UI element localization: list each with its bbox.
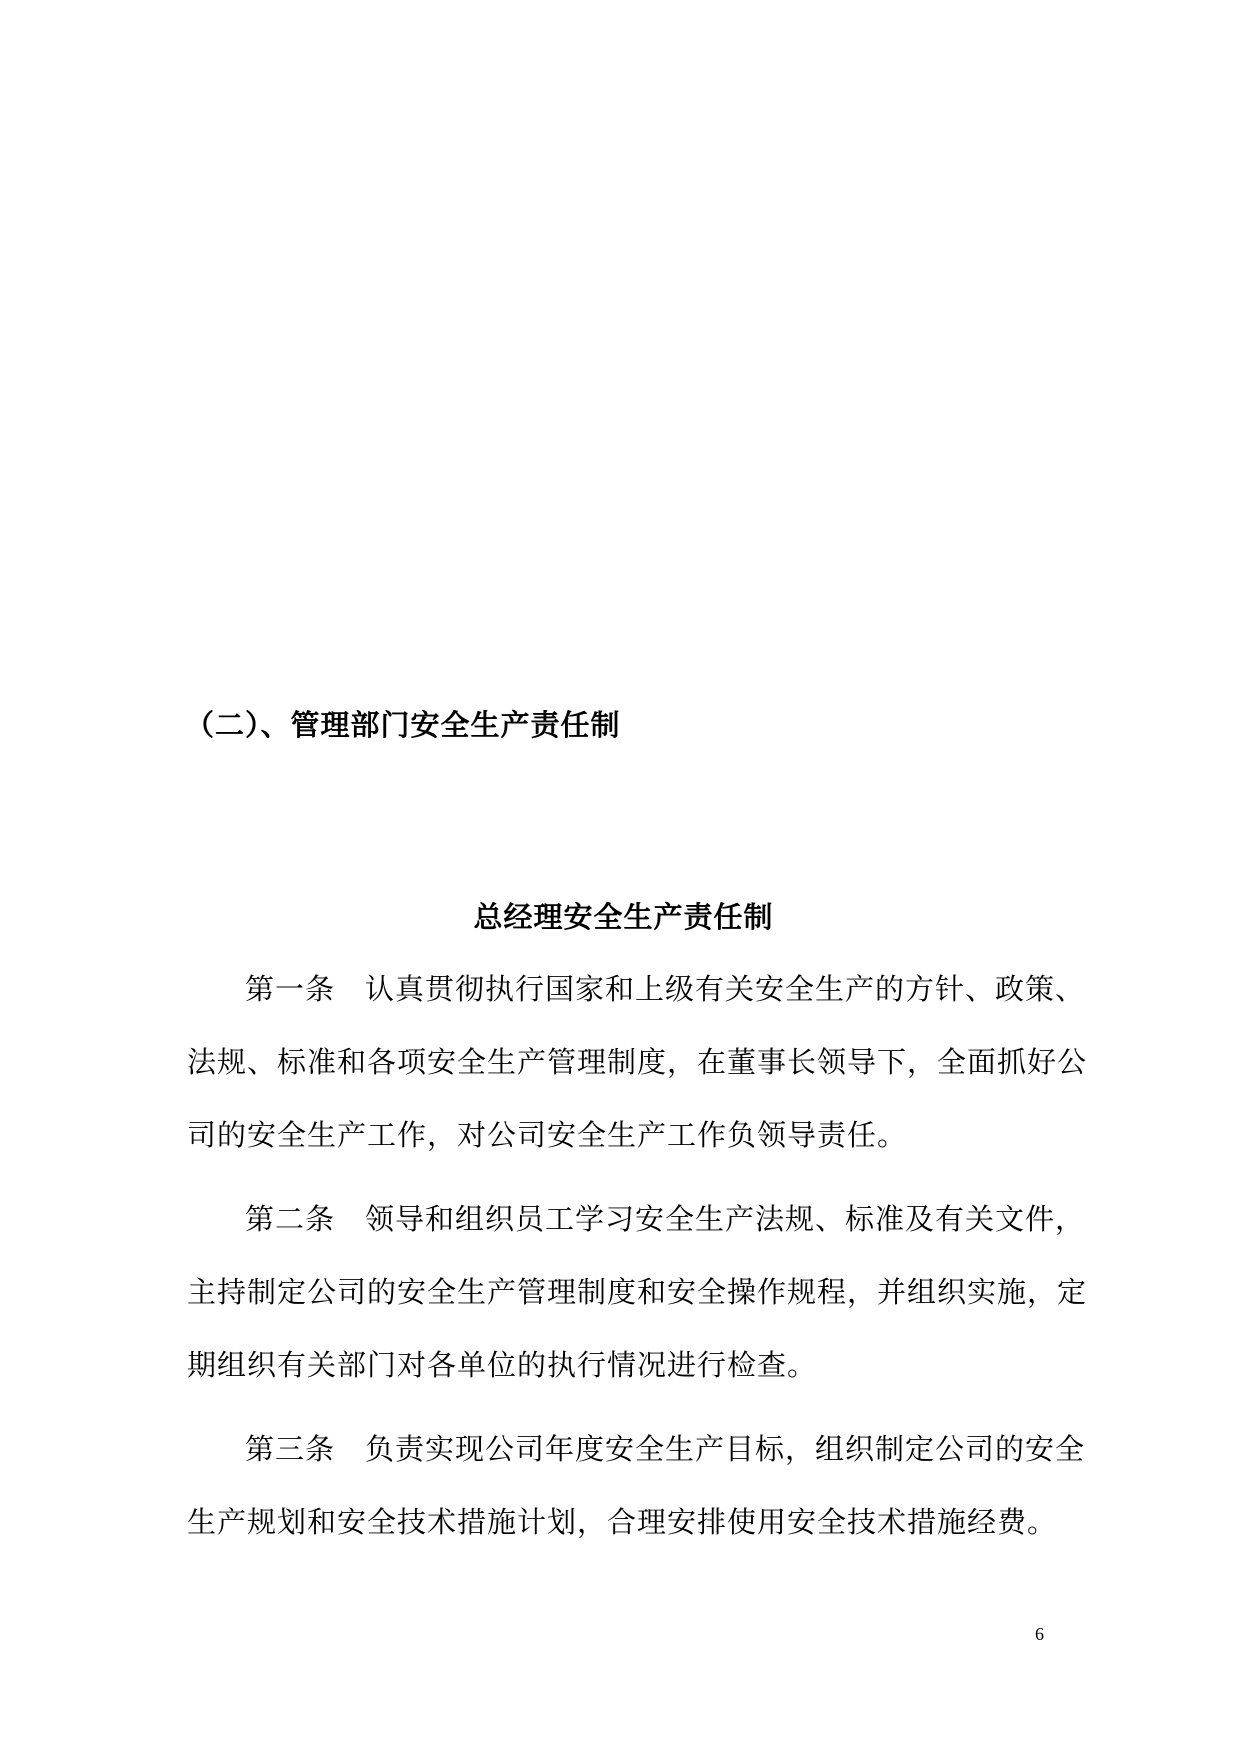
article-line: 法规、标准和各项安全生产管理制度，在董事长领导下，全面抓好公 (187, 1045, 1088, 1079)
article-line: 司的安全生产工作，对公司安全生产工作负领导责任。 (187, 1118, 908, 1152)
article-line (187, 1413, 1086, 1486)
article-text: 认真贯彻执行国家和上级有关安全生产的方针、政策、 (365, 972, 1086, 1006)
article-line (187, 953, 1086, 1026)
article-2 (187, 1183, 1088, 1402)
article-line: 主持制定公司的安全生产管理制度和安全操作规程，并组织实施，定 (187, 1275, 1088, 1309)
article-3 (187, 1413, 1086, 1559)
article-text: 领导和组织员工学习安全生产法规、标准及有关文件， (365, 1202, 1086, 1236)
document-title: 总经理安全生产责任制 (473, 900, 774, 934)
article-line (187, 1183, 1086, 1256)
article-line: 生产规划和安全技术措施计划，合理安排使用安全技术措施经费。 (187, 1505, 1058, 1539)
article-label: 第三条 (245, 1432, 336, 1466)
article-label: 第二条 (245, 1202, 336, 1236)
article-line: 期组织有关部门对各单位的执行情况进行检查。 (187, 1348, 818, 1382)
article-label: 第一条 (245, 972, 336, 1006)
article-text: 负责实现公司年度安全生产目标，组织制定公司的安全 (365, 1432, 1086, 1466)
document-title-row (0, 897, 1241, 937)
article-1 (187, 953, 1088, 1172)
page-number: 6 (1035, 1624, 1044, 1644)
section-heading: （二）、管理部门安全生产责任制 (185, 708, 621, 742)
